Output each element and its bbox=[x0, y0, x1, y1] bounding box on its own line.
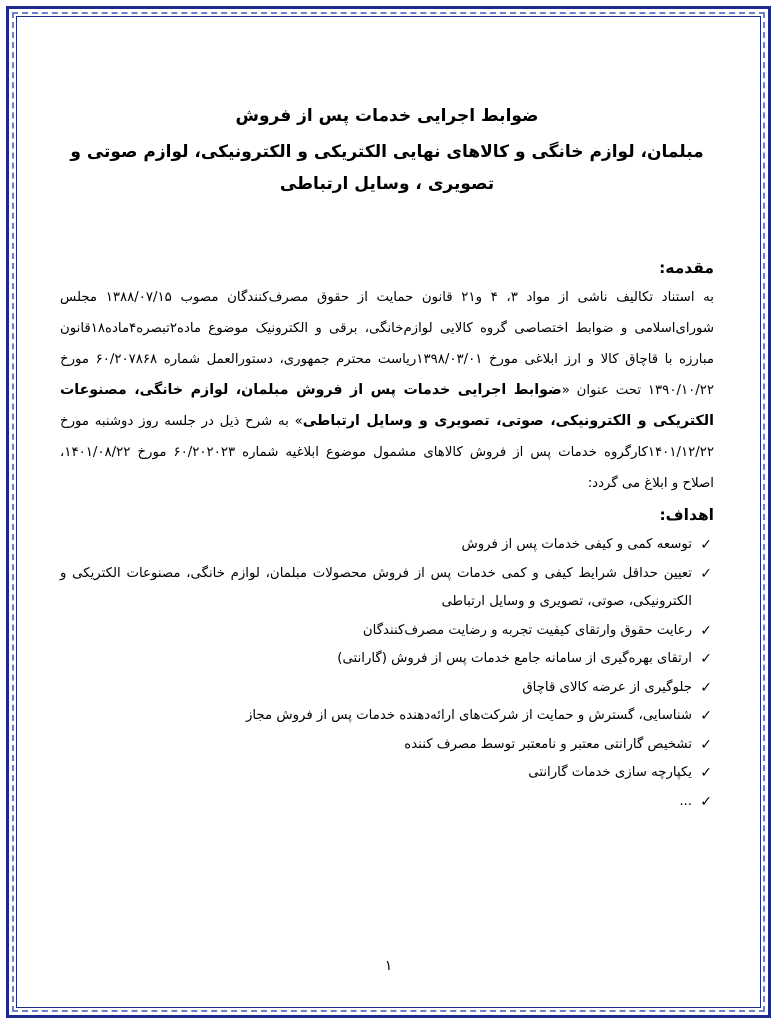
checkmark-icon: ✓ bbox=[700, 765, 712, 781]
goal-text: شناسایی، گسترش و حمایت از شرکت‌های ارائه‌دهنده خدمات پس از فروش مجاز bbox=[245, 708, 692, 723]
goal-item bbox=[60, 788, 714, 817]
checkmark-icon: ✓ bbox=[700, 537, 712, 553]
checkmark-icon: ✓ bbox=[700, 565, 712, 582]
goal-text: تعیین حداقل شرایط کیفی و کمی خدمات پس از فروش محصولات مبلمان، لوازم خانگی، مصنوعات الکتریکی و الکترونیکی، صوتی، تصویری و وسایل ارتباطی bbox=[60, 565, 692, 609]
checkmark-icon: ✓ bbox=[700, 622, 712, 639]
checkmark-icon: ✓ bbox=[700, 793, 712, 810]
checkmark-icon: ✓ bbox=[700, 736, 712, 753]
goals-list bbox=[60, 531, 714, 816]
goal-text: ارتقای بهره‌گیری از سامانه جامع خدمات پس از فروش (گارانتی) bbox=[337, 651, 692, 666]
goal-text: توسعه کمی و کیفی خدمات پس از فروش bbox=[461, 537, 692, 552]
intro-paragraph bbox=[60, 282, 714, 499]
checkmark-icon: ✓ bbox=[700, 651, 712, 667]
checkmark-icon: ✓ bbox=[700, 708, 712, 724]
goal-text: رعایت حقوق وارتقای کیفیت تجربه و رضایت مصرف‌کنندگان bbox=[362, 622, 692, 638]
document-title: ضوابط اجرایی خدمات پس از فروش bbox=[235, 106, 539, 126]
goal-text: تشخیص گارانتی معتبر و نامعتبر توسط مصرف کننده bbox=[404, 736, 692, 752]
goal-item bbox=[60, 617, 714, 646]
goal-item bbox=[60, 759, 714, 788]
document-page bbox=[60, 100, 714, 816]
goal-item bbox=[60, 674, 714, 703]
intro-text-end: » به شرح ذیل در جلسه روز دوشنبه مورخ ۱۴۰۱/۱۲/۲۲کارگروه خدمات پس از فروش کالاهای مشمول موضوع ابلاغیه شماره ۶۰/۲۰۲۰۲۳ مورخ ۱۴۰۱/۰۸/۲۲، اصلاح و ابلاغ می گردد: bbox=[60, 414, 714, 491]
checkmark-icon: ✓ bbox=[700, 679, 712, 696]
goal-item bbox=[60, 645, 714, 674]
goal-text: ... bbox=[679, 793, 692, 809]
goal-text: جلوگیری از عرضه کالای قاچاق bbox=[522, 679, 692, 695]
intro-bold-title: ضوابط اجرایی خدمات پس از فروش مبلمان، لوازم خانگی، مصنوعات الکتریکی و الکترونیکی، صوتی، تصویری و وسایل ارتباطی bbox=[60, 382, 714, 429]
intro-heading: مقدمه: bbox=[659, 259, 714, 277]
document-subtitle: مبلمان، لوازم خانگی و کالاهای نهایی الکتریکی و الکترونیکی، لوازم صوتی و تصویری ، وسایل ارتباطی bbox=[70, 142, 704, 194]
goal-item bbox=[60, 560, 714, 617]
goal-item bbox=[60, 731, 714, 760]
goal-text: یکپارچه سازی خدمات گارانتی bbox=[528, 765, 692, 780]
goal-item bbox=[60, 702, 714, 731]
goal-item bbox=[60, 531, 714, 560]
goals-heading: اهداف: bbox=[659, 506, 714, 524]
page-number: ۱ bbox=[384, 958, 393, 974]
intro-text-start: به استناد تکالیف ناشی از مواد ۳، ۴ و۲۱ قانون حمایت از حقوق مصرف‌کنندگان مصوب ۱۳۸۸/۰۷/۱۵ مجلس شورای‌اسلامی و ضوابط اختصاصی گروه کالایی لوازم‌خانگی، برقی و الکترونیک موضوع ماده۲تبصره۴ماده۱۸قانون مبارزه با قاچاق کالا و ارز ابلاغی مورخ ۱۳۹۸/۰۳/۰۱ریاست محترم جمهوری، دستورالعمل شماره ۶۰/۲۰۷۸۶۸ مورخ ۱۳۹۰/۱۰/۲۲ تحت عنوان « bbox=[60, 290, 714, 398]
